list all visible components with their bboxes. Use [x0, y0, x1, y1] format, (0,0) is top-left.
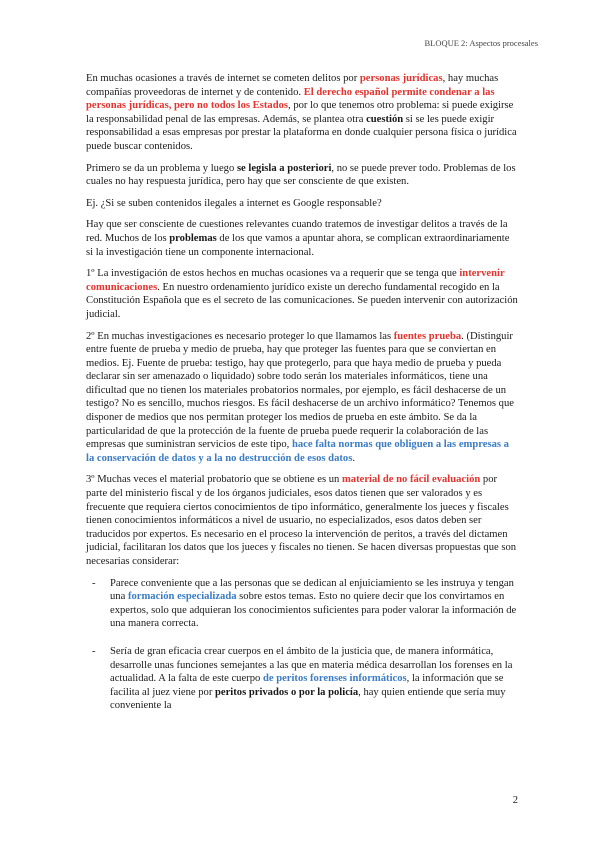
- highlight-material-evaluacion: material de no fácil evaluación: [341, 474, 481, 486]
- paragraph-7: 3º Muchas veces el material probatorio que se obtiene es un material de no fácil evaluación por parte del ministerio fiscal y de los órganos judiciales, esos datos tienen que ser valorados y es frecuente que requiera ciertos conocimientos de tipo informático, generalmente los jueces y fiscales tienen conocimientos informáticos a nivel de usuario, no especializados, esos datos deben ser traducidos por expertos. Es necesario en el proceso la intervención de peritos, a través del dictamen judicial, facilitaran los datos que los jueces y fiscales no tienen. Se hacen diversas propuestas que son necesarias considerar:: [86, 474, 517, 567]
- highlight-fuentes-prueba: fuentes prueba: [393, 330, 462, 342]
- highlight-conservacion-datos: hace falta normas que obliguen a las empresas a la conservación de datos y a la no destrucción de esos datos: [86, 439, 509, 464]
- paragraph-3: Ej. ¿Si se suben contenidos ilegales a internet es Google responsable?: [86, 197, 382, 209]
- document-body: [86, 72, 518, 727]
- highlight-peritos-forenses: de peritos forenses informáticos: [262, 673, 407, 685]
- paragraph-2: Primero se da un problema y luego se legisla a posteriori, no se puede prever todo. Problemas de los cuales no hay respuesta jurídica, pero hay que ser consciente de que existen.: [86, 162, 516, 188]
- page-number: 2: [512, 795, 518, 806]
- list-item: - Sería de gran eficacia crear cuerpos en el ámbito de la justicia que, de manera informática, desarrolle unas funciones semejantes a las que en materia médica desarrollan los forenses en la actualidad. A la falta de este cuerpo de peritos forenses informáticos, la información que se facilita al juez viene por peritos privados o por la policía, hay quien entiende que sería muy conveniente la: [86, 645, 518, 713]
- highlight-personas-juridicas: personas jurídicas: [359, 73, 443, 84]
- bullet-list: [86, 577, 518, 713]
- highlight-formacion-especializada: formación especializada: [127, 591, 237, 603]
- page-header: BLOQUE 2: Aspectos procesales: [424, 38, 538, 48]
- paragraph-4: Hay que ser consciente de cuestiones relevantes cuando tratemos de investigar delitos a través de la red. Muchos de los problemas de los que vamos a apuntar ahora, se complican extraordinariamente si la investigación tiene un componente internacional.: [86, 219, 510, 258]
- highlight-derecho-espanol: El derecho español permite condenar a las personas jurídicas, pero no todos los Estados: [86, 86, 495, 112]
- list-item: - Parece conveniente que a las personas que se dedican al enjuiciamiento se les instruya y tengan una formación especializada sobre estos temas. Esto no quiere decir que los convirtamos en expertos, solo que adquieran los conocimientos suficientes para poder valorar la información de una manera correcta.: [86, 577, 518, 631]
- paragraph-5: 1º La investigación de estos hechos en muchas ocasiones va a requerir que se tenga que intervenir comunicaciones. En nuestro ordenamiento jurídico existe un derecho fundamental recogido en la Constitución Española que es el secreto de las comunicaciones. Se pueden intervenir con autorización judicial.: [86, 268, 518, 320]
- paragraph-6: 2º En muchas investigaciones es necesario proteger lo que llamamos las fuentes prueba. (Distinguir entre fuente de prueba y medio de prueba, hay que proteger las fuentes para que se conviertan en medios. Ej. Fuente de prueba: testigo, hay que protegerlo, para que haya medio de prueba y pueda declarar sin ser amenazado o liquidado) sobre todo serán los materiales informáticos, tiene una dificultad que no tienen los materiales probatorios normales, por ejemplo, es fácil deshacerse de un testigo? No es sencillo, muchos riesgos. Es fácil deshacerse de un archivo informático? Tenemos que disponer de medios que nos permitan proteger los medios de prueba en este ámbito. Se da la particularidad de que la protección de la fuente de prueba puede requerir la colaboración de las empresas que suministran servicios de este tipo, hace falta normas que obliguen a las empresas a la conservación de datos y a la no destrucción de esos datos.: [86, 330, 514, 464]
- highlight-intervenir-comunicaciones: intervenir comunicaciones: [86, 268, 505, 293]
- paragraph-1: En muchas ocasiones a través de internet se cometen delitos por personas jurídicas, hay muchas compañías proveedoras de internet y de contenido. El derecho español permite condenar a las personas jurídicas, pero no todos los Estados, por lo que tenemos otro problema: si puede exigirse la responsabilidad penal de las empresas. Además, se plantea otra cuestión si se les puede exigir responsabilidad a esas empresas por prestar la plataforma en donde cualquier persona física o jurídica puede buscar contenidos.: [86, 73, 517, 152]
